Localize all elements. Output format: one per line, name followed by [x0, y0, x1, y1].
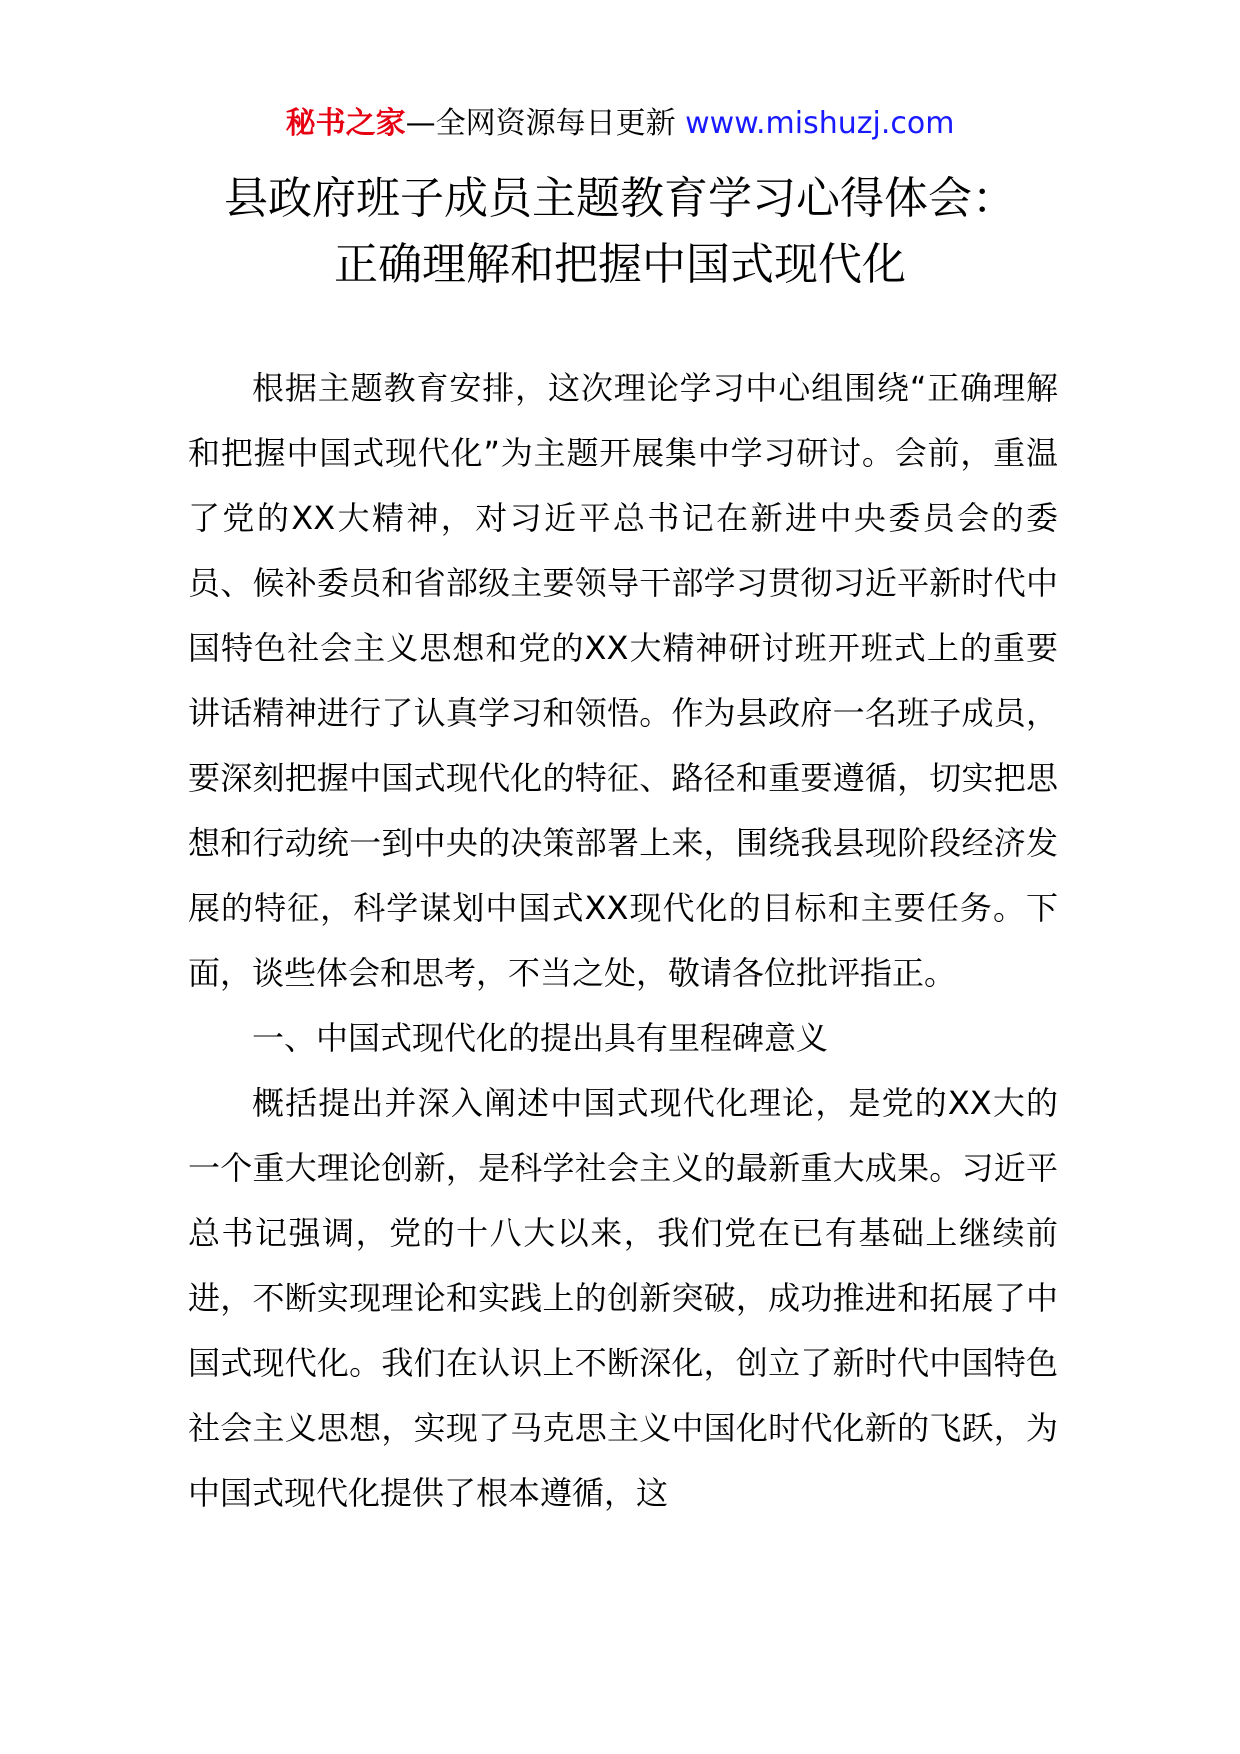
- body-paragraph-intro: 根据主题教育安排，这次理论学习中心组围绕“正确理解和把握中国式现代化”为主题开展集中学习研讨。会前，重温了党的XX大精神，对习近平总书记在新进中央委员会的委员、候补委员和省部级主要领导干部学习贯彻习近平新时代中国特色社会主义思想和党的XX大精神研讨班开班式上的重要讲话精神进行了认真学习和领悟。作为县政府一名班子成员，要深刻把握中国式现代化的特征、路径和重要遵循，切实把思想和行动统一到中央的决策部署上来，围绕我县现阶段经济发展的特征，科学谋划中国式XX现代化的目标和主要任务。下面，谈些体会和思考，不当之处，敬请各位批评指正。: [188, 369, 1058, 992]
- document-title: [0, 166, 1240, 298]
- title-line-2: 正确理解和把握中国式现代化: [334, 239, 906, 290]
- site-header: [0, 100, 1240, 148]
- site-url-link[interactable]: www.mishuzj.com: [685, 106, 955, 141]
- document-body: [188, 356, 1058, 1526]
- section-heading-1: 一、中国式现代化的提出具有里程碑意义: [252, 1019, 829, 1057]
- title-line-1: 县政府班子成员主题教育学习心得体会：: [224, 173, 1016, 224]
- site-brand: 秘书之家: [285, 106, 406, 141]
- body-paragraph-section-1: 概括提出并深入阐述中国式现代化理论，是党的XX大的一个重大理论创新，是科学社会主义的最新重大成果。习近平总书记强调，党的十八大以来，我们党在已有基础上继续前进，不断实现理论和实践上的创新突破，成功推进和拓展了中国式现代化。我们在认识上不断深化，创立了新时代中国特色社会主义思想，实现了马克思主义中国化时代化新的飞跃，为中国式现代化提供了根本遵循，这: [188, 1084, 1058, 1512]
- site-slogan: —全网资源每日更新: [405, 106, 686, 141]
